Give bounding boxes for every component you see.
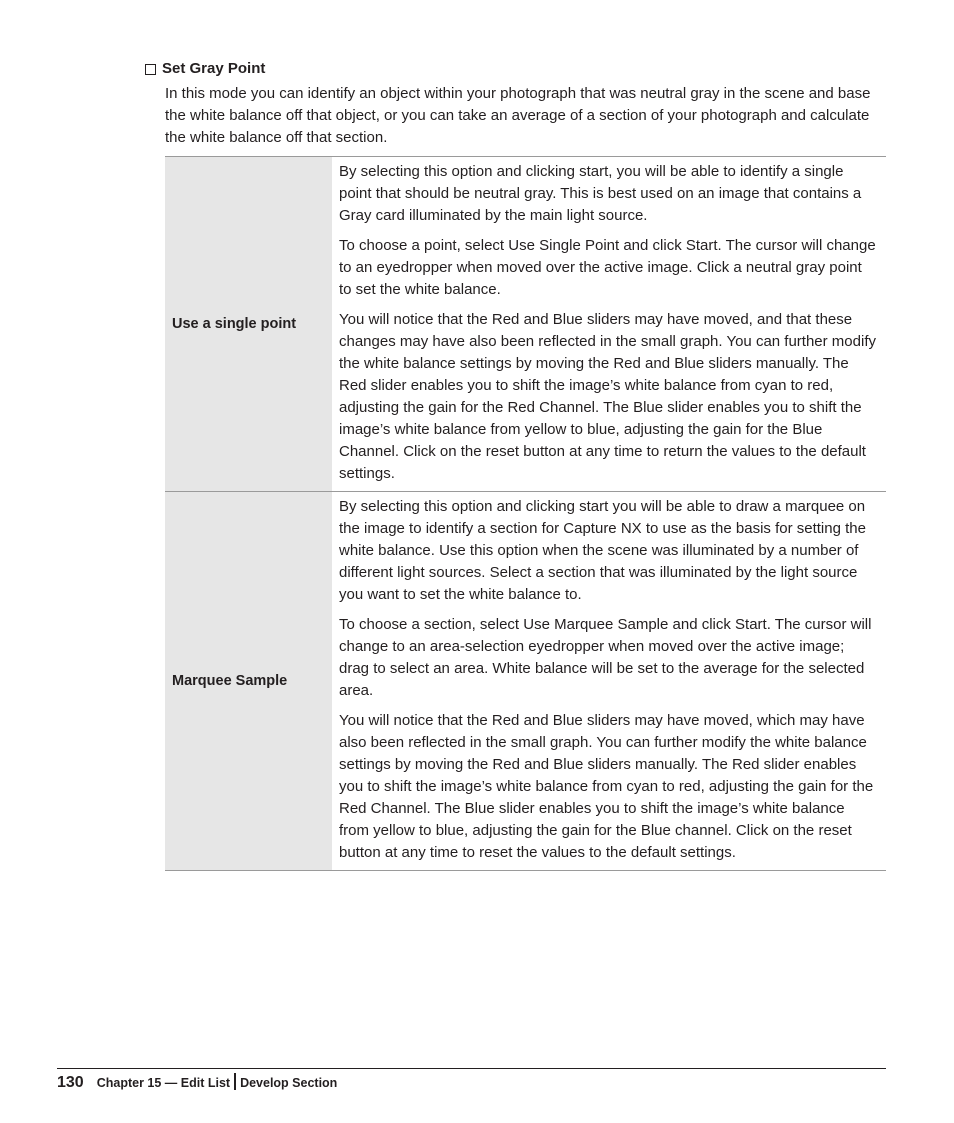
footer-chapter [97, 1070, 338, 1090]
description-paragraph: You will notice that the Red and Blue sliders may have moved, which may have also been reflected in the small graph. You can further modify the white balance settings by moving the Red and Blue sliders manually. The Red slider enables you to shift the image’s white balance from cyan to red, adjusting the gain for the Red Channel. The Blue slider enables you to shift the image’s white balance from yellow to blue, adjusting the gain for the Blue channel. Click on the reset button at any time to reset the values to the default settings. [339, 712, 874, 861]
option-label: Marquee Sample [165, 492, 332, 871]
page-footer [57, 1070, 337, 1092]
description-paragraph: To choose a section, select Use Marquee Sample and click Start. The cursor will change to an area-selection eyedropper when moved over the active image; drag to select an area. White balance will be set to the average for the selected area. [339, 616, 872, 699]
description-paragraph: You will notice that the Red and Blue sliders may have moved, and that these changes may have also been reflected in the small graph. You can further modify the white balance settings by moving the Red and Blue sliders manually. The Red slider enables you to shift the image’s white balance from cyan to red, adjusting the gain for the Red Channel. The Blue slider enables you to shift the image’s white balance from yellow to blue, adjusting the gain for the Blue Channel. Click on the reset button at any time to return the values to the default settings. [339, 311, 876, 482]
option-description [332, 157, 886, 492]
section-title: Set Gray Point [162, 60, 266, 77]
intro-paragraph: In this mode you can identify an object within your photograph that was neutral gray in the scene and base the white balance off that object, or you can take an average of a section of your photograph and calculate the white balance off that section. [165, 85, 871, 146]
description-paragraph: To choose a point, select Use Single Point and click Start. The cursor will change to an eyedropper when moved over the active image. Click a neutral gray point to set the white balance. [339, 237, 876, 298]
option-description [332, 492, 886, 871]
checkbox-icon [145, 64, 156, 75]
footer-separator [234, 1073, 236, 1090]
footer-divider [57, 1068, 886, 1069]
chapter-title: Chapter 15 — Edit List [96, 1076, 231, 1090]
options-table [165, 156, 886, 871]
table-row [165, 492, 886, 871]
description-paragraph: By selecting this option and clicking start, you will be able to identify a single point that should be neutral gray. This is best used on an image that contains a Gray card illuminated by the main light source. [339, 163, 862, 224]
page-number: 130 [57, 1074, 84, 1091]
description-paragraph: By selecting this option and clicking start you will be able to draw a marquee on the image to identify a section for Capture NX to use as the basis for setting the white balance. Use this option when the scene was illuminated by a number of different light sources. Select a section that was illuminated by the light source you want to set the white balance to. [339, 498, 866, 603]
chapter-section: Develop Section [240, 1076, 338, 1090]
option-label: Use a single point [165, 157, 332, 492]
table-row [165, 157, 886, 492]
section-heading [145, 60, 265, 77]
